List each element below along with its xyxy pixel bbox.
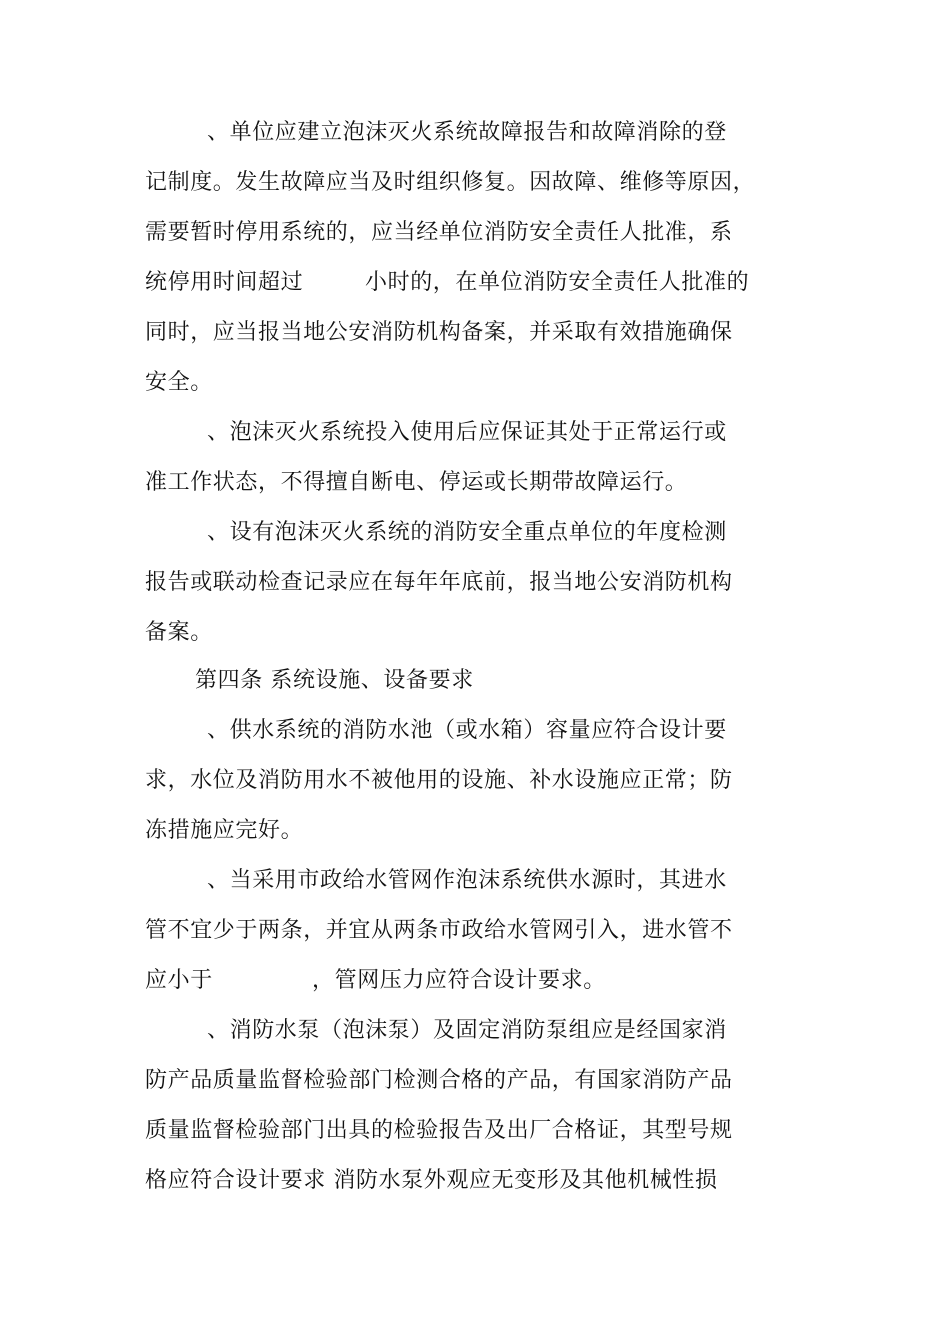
paragraph-1-line-2: 记制度。发生故障应当及时组织修复。因故障、维修等原因， — [145, 170, 756, 195]
paragraph-1-line-4b: 小时的，在单位消防安全责任人批准的 — [365, 270, 750, 295]
paragraph-2-line-2: 准工作状态，不得擅自断电、停运或长期带故障运行。 — [145, 470, 688, 495]
paragraph-6-line-2: 防产品质量监督检验部门检测合格的产品，有国家消防产品 — [145, 1068, 733, 1093]
paragraph-1-line-5: 同时，应当报当地公安消防机构备案，并采取有效措施确保 — [145, 320, 733, 345]
paragraph-6-line-4: 格应符合设计要求 消防水泵外观应无变形及其他机械性损 — [145, 1168, 718, 1193]
paragraph-1-line-4a: 统停用时间超过 — [145, 270, 304, 295]
paragraph-3-line-1: 、设有泡沫灭火系统的消防安全重点单位的年度检测 — [207, 520, 727, 545]
paragraph-5-line-2: 管不宜少于两条，并宜从两条市政给水管网引入，进水管不 — [145, 918, 733, 943]
paragraph-5-line-3a: 应小于 — [145, 968, 213, 993]
paragraph-4-line-2: 求，水位及消防用水不被他用的设施、补水设施应正常；防 — [145, 768, 733, 793]
paragraph-5-line-1: 、当采用市政给水管网作泡沫系统供水源时，其进水 — [207, 868, 727, 893]
paragraph-1-line-3: 需要暂时停用系统的，应当经单位消防安全责任人批准，系 — [145, 220, 733, 245]
paragraph-4-line-3: 冻措施应完好。 — [145, 818, 304, 843]
paragraph-1-line-1: 、单位应建立泡沫灭火系统故障报告和故障消除的登 — [207, 120, 727, 145]
paragraph-4-line-1: 、供水系统的消防水池（或水箱）容量应符合设计要 — [207, 718, 727, 743]
paragraph-3-line-2: 报告或联动检查记录应在每年年底前，报当地公安消防机构 — [145, 570, 733, 595]
paragraph-6-line-3: 质量监督检验部门出具的检验报告及出厂合格证，其型号规 — [145, 1118, 733, 1143]
section-heading: 第四条 系统设施、设备要求 — [195, 668, 474, 693]
paragraph-3-line-3: 备案。 — [145, 620, 213, 645]
paragraph-6-line-1: 、消防水泵（泡沫泵）及固定消防泵组应是经国家消 — [207, 1018, 727, 1043]
paragraph-5-line-3b: ，管网压力应符合设计要求。 — [312, 968, 606, 993]
paragraph-2-line-1: 、泡沫灭火系统投入使用后应保证其处于正常运行或 — [207, 420, 727, 445]
paragraph-1-line-6: 安全。 — [145, 370, 213, 395]
